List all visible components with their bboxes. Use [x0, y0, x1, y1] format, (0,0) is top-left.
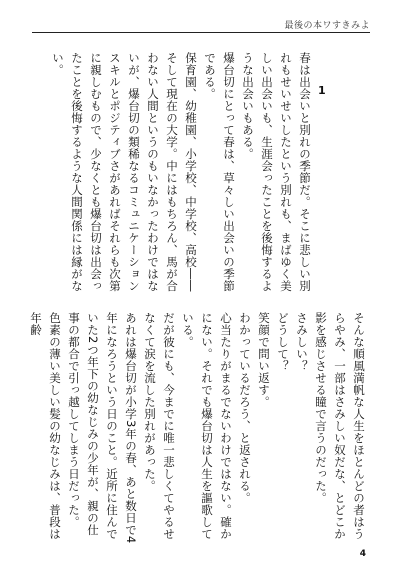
chapter-number: 1 — [318, 84, 326, 97]
header-rule — [32, 32, 370, 33]
upper-text-block — [51, 52, 314, 300]
paragraph: だが彼にも、今までに唯一悲しくてやるせなくて涙を流した別れがあった。 — [143, 312, 176, 540]
running-header: 最後の本ワすきみよ — [284, 21, 370, 31]
page-number: 4 — [359, 549, 366, 559]
paragraph: 笑顔で問い返す。 — [257, 312, 271, 408]
paragraph: 色素の薄い美しい髪の幼なじみは、普段は年齢 — [29, 312, 62, 540]
paragraph: どうして？ — [276, 312, 290, 372]
paragraph: あれは爆台切が小学3年の春、あと数日で4年になろうという日のこと。近所に住んでいた2つ年下の幼なじみの少年が、親の仕事の都合で引っ越してしまう日だった。 — [67, 312, 138, 544]
paragraph: そんな順風満帆な人生をほとんどの者はうらやみ、一部はさみしい奴だな、とどこか影を感じさせる瞳で言うのだった。 — [314, 312, 366, 540]
lower-text-block — [29, 312, 368, 546]
paragraph: 保育園、幼稚園、小学校、中学校、高校――そして現在の大学。中にはもちろん、馬が合わない人間というのもいなかったわけではないが、爆台切の類稀なるコミュニケーションスキルとポジティブさがあればそれらも次第に親しむもので、少なくとも爆台切は出会ったことを後悔するような人間関係には縁がない。 — [51, 52, 198, 292]
paragraph: さみしい？ — [295, 312, 309, 372]
paragraph: 心当たりがまるでないわけではない。確かにない。それでも爆台切は人生を謳歌している。 — [181, 312, 233, 540]
paragraph: わかっているだろう、と返される。 — [238, 312, 252, 504]
paragraph: 爆台切にとって春は、草々しい出会いの季節である。 — [203, 52, 236, 292]
paragraph: 春は出会いと別れの季節だ。そこに悲しい別れもせいせいしたという別れも、まばゆく美しい出会いも、生涯会ったことを後悔するような出会いもある。 — [241, 52, 312, 292]
